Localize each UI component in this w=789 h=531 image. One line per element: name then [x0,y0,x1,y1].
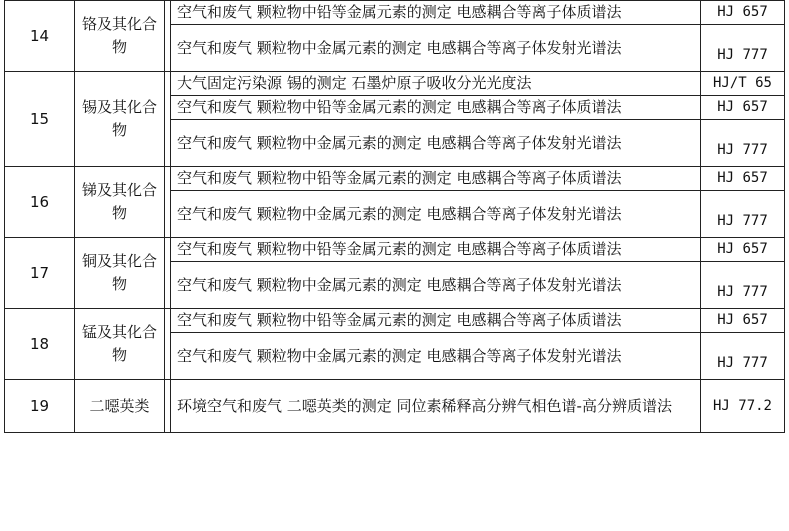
pollutant-name: 锑及其化合物 [75,167,165,238]
standard-code: HJ 777 [701,262,785,309]
method-text: 大气固定污染源 锡的测定 石墨炉原子吸收分光光度法 [171,72,701,96]
standard-code: HJ 657 [701,167,785,191]
standard-code: HJ 657 [701,309,785,333]
method-text: 空气和废气 颗粒物中金属元素的测定 电感耦合等离子体发射光谱法 [171,262,701,309]
pollutant-name: 二噁英类 [75,380,165,433]
table-row [5,167,785,191]
table-row [5,238,785,262]
method-text: 空气和废气 颗粒物中铅等金属元素的测定 电感耦合等离子体质谱法 [171,167,701,191]
standard-code: HJ 777 [701,120,785,167]
standard-code: HJ/T 65 [701,72,785,96]
standard-code: HJ 77.2 [701,380,785,433]
method-text: 空气和废气 颗粒物中铅等金属元素的测定 电感耦合等离子体质谱法 [171,309,701,333]
method-text: 空气和废气 颗粒物中金属元素的测定 电感耦合等离子体发射光谱法 [171,191,701,238]
table-row [5,380,785,433]
method-text: 环境空气和废气 二噁英类的测定 同位素稀释高分辨气相色谱-高分辨质谱法 [171,380,701,433]
table-row [5,309,785,333]
method-text: 空气和废气 颗粒物中铅等金属元素的测定 电感耦合等离子体质谱法 [171,96,701,120]
pollutant-name: 锰及其化合物 [75,309,165,380]
standard-code: HJ 777 [701,191,785,238]
row-number: 19 [5,380,75,433]
pollutant-name: 锡及其化合物 [75,72,165,167]
row-number: 15 [5,72,75,167]
standard-code: HJ 777 [701,333,785,380]
method-text: 空气和废气 颗粒物中铅等金属元素的测定 电感耦合等离子体质谱法 [171,238,701,262]
table-row [5,1,785,25]
row-number: 16 [5,167,75,238]
standards-table [4,0,785,433]
method-text: 空气和废气 颗粒物中铅等金属元素的测定 电感耦合等离子体质谱法 [171,1,701,25]
standard-code: HJ 777 [701,25,785,72]
standard-code: HJ 657 [701,96,785,120]
row-number: 14 [5,1,75,72]
standard-code: HJ 657 [701,1,785,25]
standard-code: HJ 657 [701,238,785,262]
method-text: 空气和废气 颗粒物中金属元素的测定 电感耦合等离子体发射光谱法 [171,120,701,167]
pollutant-name: 铬及其化合物 [75,1,165,72]
row-number: 18 [5,309,75,380]
standards-table-container [4,0,785,433]
pollutant-name: 铜及其化合物 [75,238,165,309]
row-number: 17 [5,238,75,309]
method-text: 空气和废气 颗粒物中金属元素的测定 电感耦合等离子体发射光谱法 [171,25,701,72]
table-row [5,72,785,96]
method-text: 空气和废气 颗粒物中金属元素的测定 电感耦合等离子体发射光谱法 [171,333,701,380]
